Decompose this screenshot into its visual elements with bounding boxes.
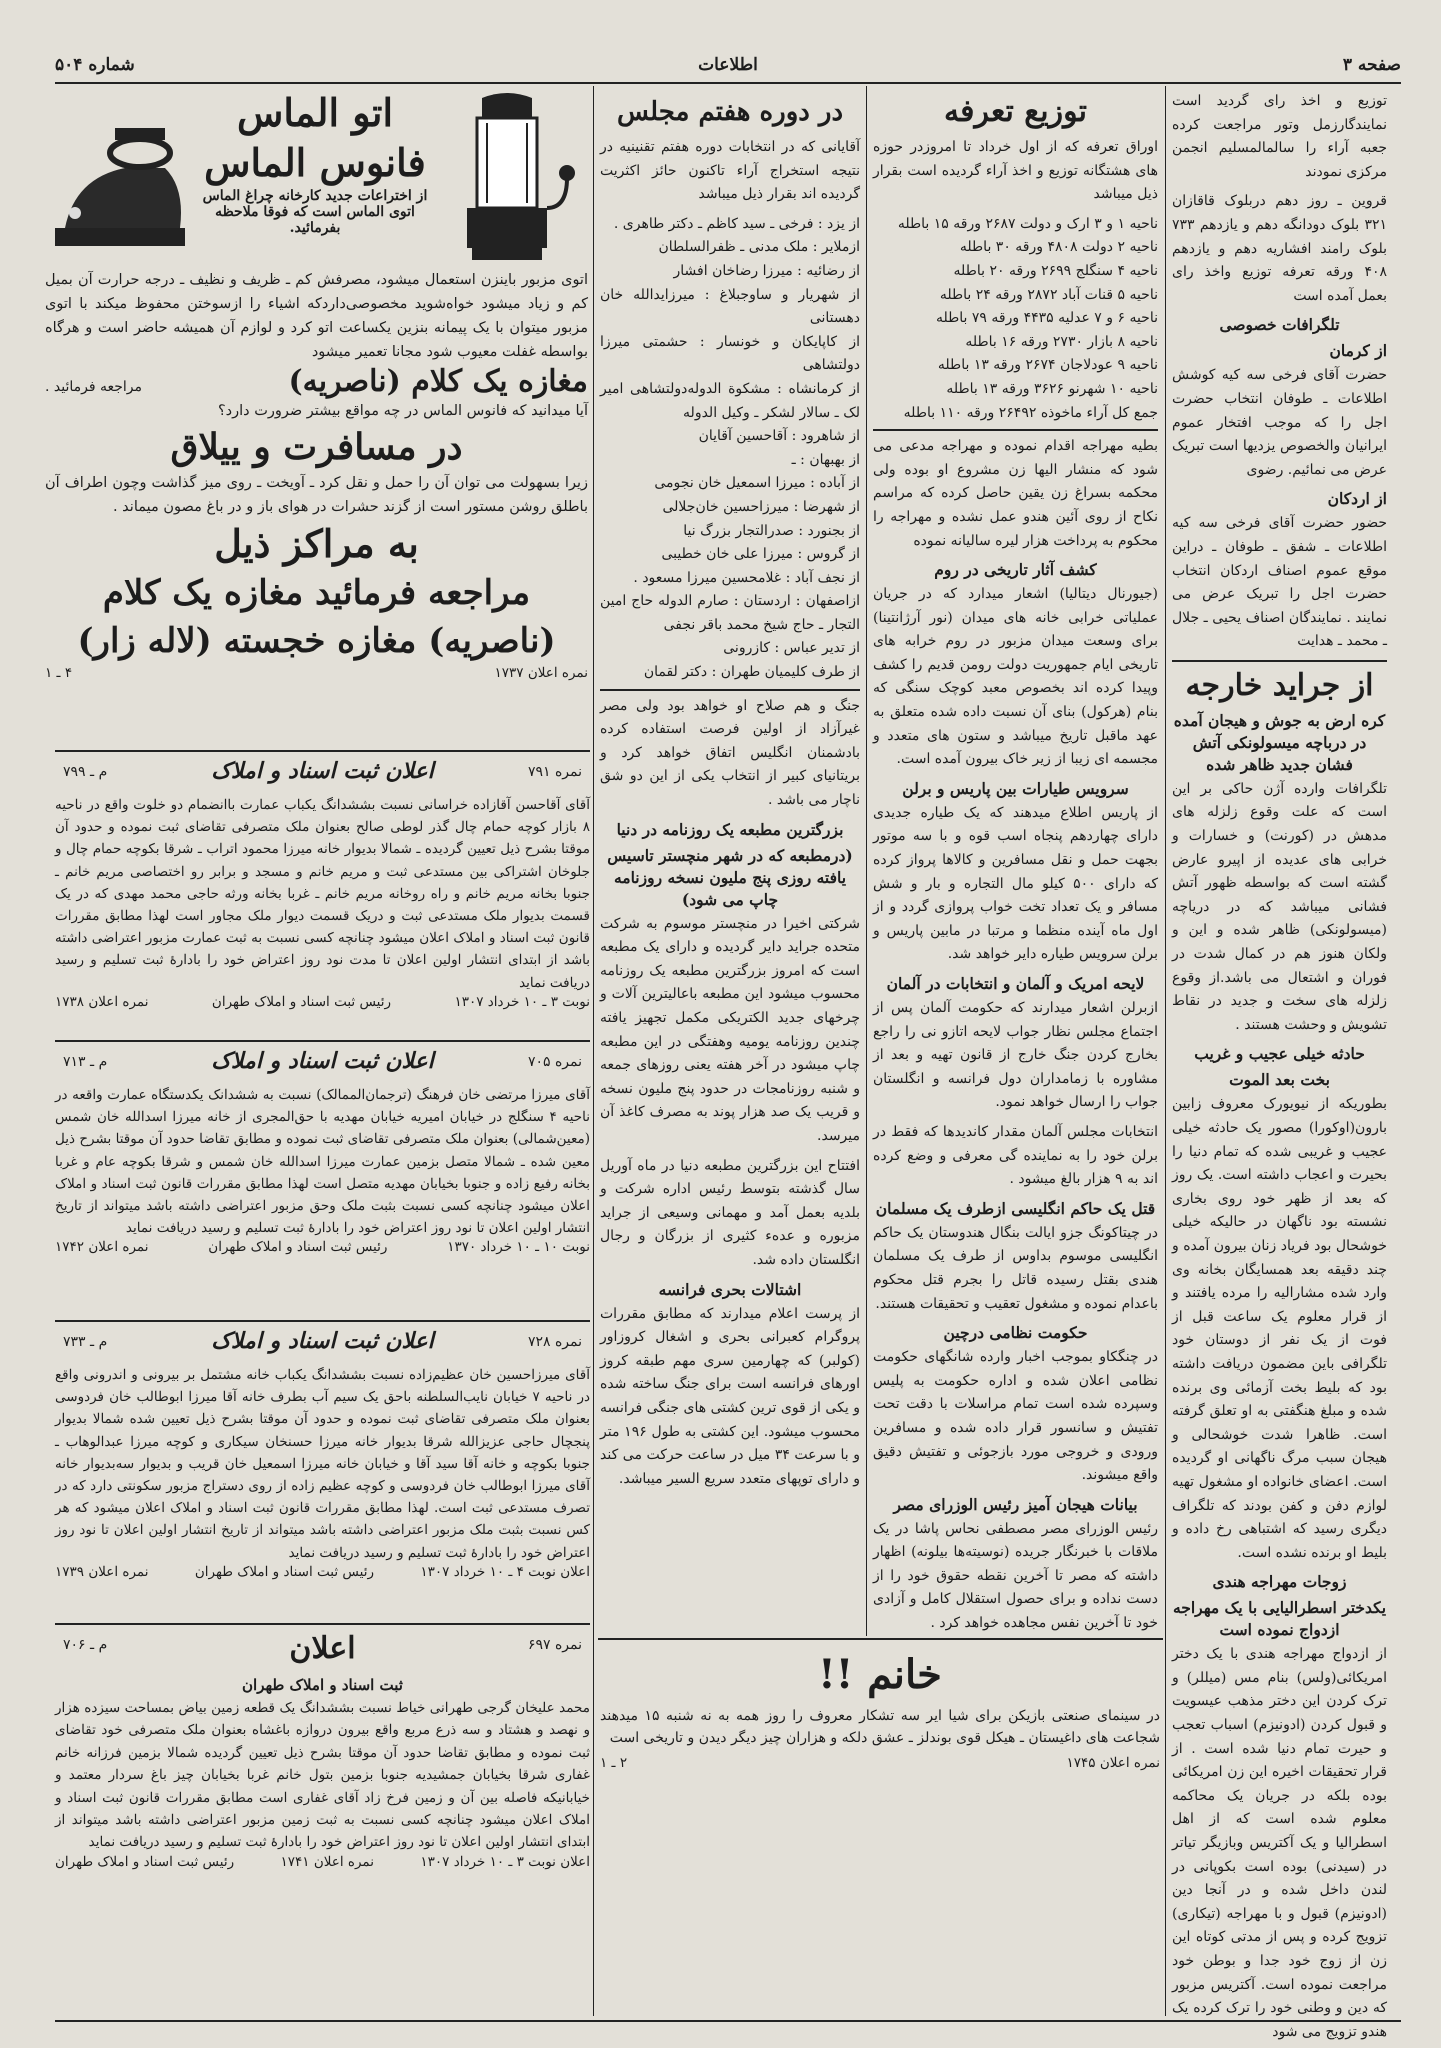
notice-date: نوبت ۱۰ ـ ۱۰ خرداد ۱۳۷۰	[447, 1239, 590, 1256]
ad-code: ۲ ـ ۱	[600, 1755, 628, 1771]
column-rule	[866, 86, 867, 1636]
divider	[873, 429, 1158, 431]
killing-text: در چیتاکونگ جزو ایالت بنگال هندوستان یک حاکم انگلیسی موسوم بداوس از طرف یک مسلمان هندی بقتل رسیده قاتل را بجرم قتل محکوم باعدام نموده و مشغول تعقیب و تحقیقات هستند.	[873, 1224, 1158, 1312]
list-item: ناحیه ۴ سنگلج ۲۶۹۹ ورقه ۲۰ باطله	[953, 262, 1158, 279]
ad-header	[195, 88, 435, 236]
list-item: از شاهرود : آقاحسین آقایان	[698, 428, 860, 445]
ad-title-iron: اتو الماس	[236, 90, 394, 135]
article-subtitle: یکدختر اسطرالیایی با یک مهراجه ازدواج نموده است	[1172, 1598, 1387, 1640]
list-item: از گروس : میرزا علی خان خطیبی	[661, 546, 860, 563]
notice-footer	[55, 1854, 590, 1870]
list-item: ازاصفهان : اردستان : صارم الدوله حاج امین التجار ـ حاج شیخ محمد باقر نجفی	[600, 593, 860, 633]
ad-body: اتوی مزبور باینزن استعمال میشود، مصرفش کم ـ ظریف و نظیف ـ درجه حرارت آن بمیل کم و زیاد میشود خواه‌شوید مخصوصی‌داردکه اشیاء را ازسوختن محفوظ میکند با اتوی مزبور میتوان با یک پیمانه بنزین یکساعت اتو کرد و لوازم آن همیشه حاضر است و هرگاه بواسطه غفلت معیوب شود مجانا تعمیر میشود	[45, 272, 588, 360]
divider	[55, 750, 590, 752]
list-item: از بجنورد : صدرالتجار بزرگ نیا	[683, 522, 860, 539]
list-item: ناحیه ۵ قنات آباد ۲۸۷۲ ورقه ۲۴ باطله	[939, 286, 1158, 303]
notice-number: نمره ۶۹۷	[527, 1637, 582, 1653]
shop-name: مغازه یک کلام (ناصریه)	[288, 364, 588, 399]
list-item: ازملایر : ملک مدنی ـ ظفرالسلطان	[658, 239, 860, 256]
column-rule	[593, 86, 594, 2016]
cinema-ad	[600, 1645, 1160, 1985]
page-number: صفحه ۳	[1342, 55, 1401, 75]
notice-code: م ـ ۷۱۳	[63, 1054, 108, 1070]
list-item: از آباده : میرزا اسمعیل خان نجومی	[654, 475, 860, 492]
list-item: ناحیه ۸ بازار ۲۷۳۰ ورقه ۱۶ باطله	[965, 333, 1158, 350]
tariff-list	[873, 213, 1158, 425]
list-item: جمع کل آراء ماخوذه ۲۶۴۹۲ ورقه ۱۱۰ باطله	[903, 404, 1158, 421]
article-subtitle: (درمطبعه که در شهر منچستر تاسیس یافته روزی پنج ملیون نسخه روزنامه چاپ می شود)	[607, 845, 853, 909]
list-item: از طرف کلیمیان طهران : دکتر لقمان	[643, 664, 860, 681]
france-text: از پرست اعلام میدارند که مطابق مقررات پروگرام کعبرانی بحری و اشغال کروزاور (کولبر) که چهارمین سری مهم طبقه کروز اورهای فرانسه است برای جنگ ساخته شده و یکی از قوی ترین کشتی های جنگی فرانسه محسوب میشود. این کشتی به طول ۱۹۶ متر و با سرعت ۳۴ میل در ساعت حرکت می کند و دارای توپهای متعدد سریع السیر میباشد.	[600, 1305, 860, 1487]
notice-ad-number: نمره اعلان ۱۷۴۲	[55, 1239, 149, 1256]
notice-number: نمره ۷۰۵	[527, 1054, 582, 1070]
divider	[598, 1638, 1163, 1640]
issue-number: شماره ۵۰۴	[55, 55, 135, 75]
divider	[600, 689, 860, 691]
article-subtitle: کره ارض به جوش و هیجان آمده در درباچه میسولونکی آتش فشان جدید ظاهر شده	[1173, 710, 1386, 774]
flight-text: از پاریس اطلاع میدهند که یک طیاره جدیدی دارای چهاردهم پنجاه اسب قوه و با سه موتور بجهت حمل و نقل مسافرین و کالاها پرواز کرده که دارای ۵۰۰ کیلو مال التجاره و بار و شش مسافر و یک تعداد تخت خواب پروازی گردد و از اول ماه آینده منظما و مرتبا در مابین پاریس و برلن سرویس طیاره دایر خواهد شد.	[873, 804, 1158, 963]
election-text: انتخابات مجلس آلمان مقدار کاندیدها که فقط در برلن خود را به نماینده گی معرفی و وضع کرده اند به ۹ هزار بالغ میشود .	[873, 1123, 1158, 1188]
ad-footer	[600, 1755, 1160, 1771]
ad-question: آیا میدانید که فانوس الماس در چه مواقع بیشتر ضرورت دارد؟	[217, 403, 588, 419]
list-item: از تدیر عباس : کازرونی	[723, 640, 860, 657]
notice-date: نوبت ۳ ـ ۱۰ خرداد ۱۳۰۷	[454, 993, 590, 1010]
article-title: سرویس طیارات بین پاریس و برلن	[902, 778, 1129, 798]
ad-title: خانم !!	[818, 1651, 942, 1698]
section-headline: از جراید خارجه	[1185, 667, 1374, 703]
list-item: ناحیه ۹ عودلاجان ۲۶۷۴ ورقه ۱۳ باطله	[937, 357, 1158, 374]
article-title: قتل یک حاکم انگلیسی ازطرف یک مسلمان	[875, 1198, 1156, 1218]
notice-code: م ـ ۷۳۳	[63, 1334, 108, 1350]
ad-code: ۴ ـ ۱	[45, 665, 73, 681]
ad-travel-text: زیرا بسهولت می توان آن را حمل و نقل کرد ـ آویخت ـ روی میز گذاشت وچون اطراف آن باطلق روشن مستور است از گزند حشرات در هوای باز و در باغ مصون میماند .	[45, 475, 588, 515]
list-item: ناحیه ۲ دولت ۴۸۰۸ ورقه ۳۰ باطله	[959, 239, 1158, 256]
war-text: جنگ و هم صلاح او خواهد بود ولی مصر غیرآزاد از اولین فرصت استفاده کرده بادشمنان انگلیس اتفاق خواهد کرد و بریتانیای کبیر از انتخاب یکی از این دو شق ناچار می باشد .	[600, 697, 860, 809]
maharaja-continued: بطیه مهراجه اقدام نموده و مهراجه مدعی می شود که منشار الیها زن مشروع او بوده ولی محکمه بسراغ زن یقین حاصل کرده که مراسم نکاح از روی آئین هندو عمل نشده و مهراجه را محکوم به پرداخت هزار لیره سالیانه نموده	[873, 438, 1158, 549]
notice-date: اعلان نوبت ۴ ـ ۱۰ خرداد ۱۳۰۷	[420, 1563, 590, 1580]
ad-number: نمره اعلان ۱۷۳۷	[494, 665, 588, 681]
paper-name: اطلاعات	[698, 55, 758, 75]
germany-text: ازبرلن اشعار میدارند که حکومت آلمان پس از اجتماع مجلس نظار جواب لایحه اتازو نی را راجع بخارج کردن جنگ خارج از قانون تهیه و بعد از مشاوره با زمامداران دول فرانسه و انگلستان جواب را ارسال خواهد نمود.	[873, 1000, 1158, 1111]
notice-header	[55, 754, 590, 794]
event-text: بطوریکه از نیویورک معروف زابین بارون(اوکورا) مصور یک حادثه خیلی عجیب و غریبی شده که تمام دنیا را بحیرت و اعجاب داشته است. یک روز که بعد از ظهر خود روی بخاری نشسته بود ناگهان در حالیکه خیلی خوشحال بود فریاد زنان بیرون آمده و چند دقیقه بعد همسایگان بخانه وی وارد شده مشارالیه را مرده یافتند و از قرار معلوم یک ساعت قبل از فوت از یک نفر از دوستان خود تلگرافی باین مضمون دریافت داشته بود که بلیط بخت آزمائی وی برنده شده و مبلغ هنگفتی به او تعلق گرفته است. ظاهرا شدت خوشحالی و هیجان سبب مرگ ناگهانی او گردیده است. اعضای خانواده او مشغول تهیه لوازم دفن و کفن بودند که تلگراف دیگری رسید که اشتباهی رخ داده و بلیط او برنده نشده است.	[1172, 1096, 1387, 1561]
notice-3	[55, 1324, 590, 1619]
notice-body: آقای آقاحسن آقازاده خراسانی نسبت بششدانگ یکباب عمارت باانضمام دو خلوت واقع در ناحیه ۸ بازار کوچه حمام چال گذر لوطی صالح بعنوان ملک متصرفی تقاضای ثبت نموده و حدود آن موقتا بشرح ذیل تعیین گردیده ـ شمالا بدیوار خانه میرزا محمود اتراب ـ شرقا بکوچه حمام چال و جلوخان اشتراکی بین مستدعی ثبت و مریم خانم و مسجد و برابر رو اختصاصی مریم خانم ـ جنوبا بخانه مریم خانم و راه روخانه مریم خانم ـ غربا بخانه ورثه حاجی محمد مهدی که در یک قسمت بدیوار ملک مستدعی ثبت و دریک قسمت دیوار ملک مجاور است لهذا مطابق مقررات قانون ثبت اسناد و املاک اعلان میشود چنانچه کسی نسبت به ثبت عمارت مزبور اعتراضی داشته باشد از ابتدای انتشار اولین اعلان تا مدت نود روز اعتراض خود را بادارهٔ ثبت تسلیم و رسید دریافت نماید	[55, 797, 590, 991]
article-title: بزرگترین مطبعه یک روزنامه در دنیا	[616, 819, 844, 839]
press-text: شرکتی اخیرا در منچستر موسوم به شرکت متحده جراید دایر گردیده و دارای یک مطبعه است که امروز بزرگترین مطبعه یک روزنامه محسوب میشود این مطبعه باعالیترین آلات و چرخهای جدید الکتریکی مکمل تجهیز یافته چندین روزنامه یومیه وهفتگی در این مطبعه چاپ میشود در آخر هفته یعنی روزهای جمعه و شنبه روزنامجات در حدود پنج ملیون نسخه و قریب یک صد هزار پوند به مصرف کاغذ آن میرسد.	[600, 915, 860, 1144]
notice-footer	[55, 1239, 590, 1255]
ad-content	[45, 268, 588, 681]
ad-title-lantern: فانوس الماس	[204, 140, 426, 185]
notice-chief: رئیس ثبت اسناد و املاک طهران	[194, 1563, 374, 1580]
notice-number: نمره ۷۹۱	[527, 764, 582, 780]
article-title: بیانات هیجان آمیز رئیس الوزرای مصر	[893, 1494, 1138, 1514]
notice-ad-number: نمره اعلان ۱۷۳۹	[55, 1563, 149, 1580]
notice-header	[55, 1044, 590, 1084]
notice-chief: رئیس ثبت اسناد و املاک طهران	[211, 993, 392, 1010]
notice-number: نمره ۷۲۸	[527, 1334, 582, 1350]
list-item: از یزد : فرخی ـ سید کاظم ـ دکتر طاهری .	[613, 215, 860, 232]
notice-subtitle: ثبت اسناد و املاک طهران	[242, 1676, 403, 1694]
ad-footer	[45, 665, 588, 681]
china-text: در چنگکاو بموجب اخبار وارده شانگهای حکومت نظامی اعلان شده و اداره حکومت به پلیس وسپرده شده است تمام مراسلات با دقت تحت تفتیش و سانسور قرار داده شده و مسافرین ورودی و خروجی مورد بازجوئی و تفتیش دقیق واقع میشوند.	[873, 1349, 1158, 1484]
section-title: تلگرافات خصوصی	[1219, 315, 1340, 335]
divider	[1172, 660, 1387, 662]
tariff-intro: اوراق تعرفه که از اول خرداد تا امروزدر حوزه های هشتگانه توزیع و اخذ آراء گردیده است بقرار ذیل میباشد	[873, 139, 1158, 203]
notice-header	[55, 1324, 590, 1364]
notice-body: آقای میرزا مرتضی خان فرهنگ (ترجمان‌الممالک) نسبت به ششدانک یکدستگاه عمارت واقعه در ناحیه ۴ سنگلج در خیابان امیریه خیابان مهدیه با حق‌المجری از خانه میرزا اسدالله خان شمس (معین‌شمالی) بعنوان ملک متصرفی تقاضای ثبت نموده و مطابق تقاضا حدود آن موقتا بشرح ذیل معین شده ـ شمالا متصل بزمین عمارت میرزا اسدالله خان شمس و شرقا بکوچه عام و غربا بخانه رفیع زاده و جنوبا بخیابان مهدیه متصل است لهذا مطابق مقررات قانون ثبت اسناد و املاک اعلان میشود چنانچه کسی نسبت بثبت ملک وحق مزبور اعتراضی داشته باشد میتواند از تاریخ انتشار اولین اعلان تا نود روز اعتراض خود را بادارهٔ ثبت تسلیم و رسید دریافت نماید	[55, 1087, 591, 1237]
notice-1	[55, 754, 590, 1036]
ad-line: از اختراعات جدید کارخانه چراغ الماس	[202, 188, 428, 204]
article-subtitle: بخت بعد الموت	[1229, 1070, 1330, 1090]
list-item: از شهریار و ساوجبلاغ : میرزایدالله خان دهستانی	[600, 286, 860, 327]
ad-line: اتوی الماس است که فوقا ملاحظه بفرمائید.	[215, 204, 415, 236]
ad-shops: (ناصریه) مغازه خجسته (لاله زار)	[77, 621, 556, 661]
notice-ad-number: نمره اعلان ۱۷۴۱	[280, 1853, 374, 1870]
list-item: از کاپایکان و خونسار : حشمتی میرزا دولتشاهی	[600, 333, 860, 374]
list-item: از شهرضا : میرزاحسین خان‌جلالی	[662, 498, 860, 515]
ad-travel: در مسافرت و ییلاق	[170, 426, 463, 468]
lantern-icon	[437, 88, 577, 278]
marriage-text: از ازدواج مهراجه هندی با یک دختر امریکائی(ولس) بنام مس (میللر) و ترک کردن این دختر مذهب عیسویت و قبول کردن (ادونیزم) اسباب تعجب و حیرت تمام دنیا شده است . از قرار تحقیقات اخیره این زن امریکائی بوده بلکه در جریان یک محاکمه معلوم شده است که از اهل اسطرالیا و یک آکتریس وبازیگر تیاتر در (سیدنی) بوده است بکوپانی در لندن داخل شده و در آنجا دین (ادونیزم) قبول و با مهراجه (تیکاری) تزویج کرده و پس از مدتی کوتاه این زن از زوج خود جدا و بوطن خود مراجعت نموده است. آکتریس مزبور که دین و وطنی خود را ترک کرده یک هندو تزویج می شود	[1172, 1646, 1387, 2040]
press-text-2: افتتاح این بزرگترین مطبعه دنیا در ماه آوریل سال گذشته بتوسط رئیس اداره شرکت و بلدیه بعمل آمد و مهمانی وسیعی از جراید مزبوره و عدهء کثیری از بزرگان و رجال انگلستان داده شد.	[600, 1157, 860, 1268]
divider	[55, 1320, 590, 1322]
notice-chief: رئیس ثبت اسناد و املاک طهران	[55, 1853, 235, 1870]
subsection-title: از کرمان	[1329, 341, 1387, 361]
majlis-intro: آقایانی که در انتخابات دوره هفتم تقنینیه در نتیجه استخراج آراء تاکنون حائز اکثریت گردیده اند بقرار ذیل میباشد	[600, 139, 860, 203]
notice-ad-number: نمره اعلان ۱۷۳۸	[55, 993, 149, 1010]
ad-contact: مراجعه فرمائید .	[45, 379, 143, 395]
list-item: از رضائیه : میرزا رضاخان افشار	[673, 262, 860, 279]
list-item: ناحیه ۱ و ۳ ارک و دولت ۲۶۸۷ ورقه ۱۵ باطله	[897, 215, 1158, 232]
list-item: ناحیه ۱۰ شهرنو ۳۶۲۶ ورقه ۱۳ باطله	[946, 380, 1158, 397]
ad-number: نمره اعلان ۱۷۴۵	[1066, 1755, 1160, 1771]
iron-icon	[45, 88, 195, 258]
article-title: حادثه خیلی عجیب و غریب	[1194, 1044, 1365, 1064]
foreign-text: تلگرافات وارده آژن حاکی بر این است که علت وقوع زلزله های مدهش در (کورنت) و خسارات و خرابی های عدیده از اپیرو عارض گشته است که بواسطه ظهور آتش فشانی میباشد که در دریاچه (میسولونکی) ظاهر شده و این و ولکان هنوز هم در کمال شدت در فوران و اشتعال می باشد.از وقوع زلزله های سخت و جدید در نقاط تشویش و وحشت هستند .	[1172, 780, 1387, 1033]
article-title: اشتالات بحری فرانسه	[658, 1279, 802, 1299]
column-center-left	[600, 90, 860, 1635]
divider	[55, 1623, 590, 1625]
header-rule	[55, 82, 1401, 84]
shop-row	[45, 364, 588, 399]
notice-4	[55, 1627, 590, 2017]
notice-title: اعلان ثبت اسناد و املاک	[211, 1328, 434, 1354]
almas-ad	[45, 88, 588, 746]
article-title: حکومت نظامی درچین	[943, 1323, 1088, 1343]
notice-title: اعلان ثبت اسناد و املاک	[211, 1048, 434, 1074]
article-headline: در دوره هفتم مجلس	[616, 97, 844, 127]
qazvin-note: قروین ـ روز دهم دربلوک قاقازان ۳۲۱ بلوک دودانگه دهم و یازدهم ۷۳۳ بلوک رامند افشاریه دهم و یازدهم ۴۰۸ ورقه تعرفه توزیع واخذ رای بعمل آمده است	[1172, 193, 1387, 304]
ardakan-text: حضور حضرت آقای فرخی سه کیه اطلاعات ـ شفق ـ طوفان ـ دراین موقع عموم اصناف اردکان انتخاب حضرت اجل را تبریک عرض می نمایند . نمایندگان اصناف یحیی ـ جلال ـ محمد ـ هدایت	[1172, 515, 1387, 650]
divider	[55, 1040, 590, 1042]
column-center-right	[873, 90, 1158, 1635]
notice-footer	[55, 994, 590, 1010]
column-right	[1172, 90, 1387, 2040]
ad-body: در سینمای صنعتی بازیکن برای شیا ایر سه تشکار معروف را روز همه به نه شنبه ۱۵ میدهند شجاعت های داغیستان ـ هیکل قوی بوندلز ـ عشق دلکه و هزاران چیز دیگر دیدن و تاریخی است	[600, 1708, 1160, 1746]
list-item: از نجف آباد : غلامحسین میرزا مسعود .	[633, 569, 860, 586]
subsection-title: از اردکان	[1327, 489, 1387, 509]
notice-2	[55, 1044, 590, 1316]
page-header	[55, 55, 1401, 79]
ad-refer: مراجعه فرمائید مغازه یک کلام	[102, 573, 531, 613]
notice-title: اعلان ثبت اسناد و املاک	[211, 758, 434, 784]
notice-footer	[55, 1564, 590, 1580]
notice-body: آقای میرزاحسین خان عظیم‌زاده نسبت بششدانگ یکباب خانه مشتمل بر بیرونی و اندرونی واقع در ناحیه ۷ خیابان نایب‌السلطنه باحق یک سیم آب بطرف خانه آقا میرزا ابوطالب خان فردوسی بعنوان ملک متصرفی تقاضای ثبت نموده و حدود آن موقتا بشرح ذیل تعیین شده شمالا بدیوار پنجچال حاجی عزیزالله شرقا بدیوار خانه میرزا حسنخان سیکاری و کوچه میرزا عبدالوهاب ـ جنوبا بکوچه و خانه آقا سید آقا و خیابان خانه میرزا اسمعیل خان قریب و بدیوار سه‌بدیوار خانه آقای میرزا ابوطالب خان فردوسی و کوچه عظیم زاده از روی دستراج مزبور سکونتی دارد که در تصرف مستدعی ثبت است. لهذا مطابق مقررات قانون ثبت اسناد و املاک اعلان میشود که هر کس نسبت بثبت ملک مزبور اعتراضی داشته باشد میتواند از تاریخ انتشار اولین اعلان تا نود روز اعتراض خود را بادارهٔ ثبت تسلیم و رسید دریافت نماید	[55, 1367, 590, 1561]
notice-chief: رئیس ثبت اسناد و املاک طهران	[208, 1239, 388, 1256]
article-title: زوجات مهراجه هندی	[1212, 1572, 1347, 1592]
ruins-text: (جیورنال دیتالیا) اشعار میدارد که در جریان عملیاتی خرابی خانه های میدان (نور آرژانتینا) برای وسعت میدان مزبور در روم خرابه های تاریخی ایام جمهوریت دولت رومن قدیم را کشف وپیدا کرده اند بخصوص معبد کوچک سنگی که بنام (هرکول) بنای آن نسبت داده شده متعلق به عهد ماقبل تاریخ میباشد و ستون های متعدد و مجسمه ای زیبا از زیر خاک بیرون آمده است.	[873, 586, 1158, 768]
election-note: توزیع و اخذ رای گردید است نمایندگارزمل وتور مراجعت کرده جعبه آراء را سالمالمسلیم انجمن مرکزی نمودند	[1172, 93, 1387, 180]
kerman-text: حضرت آقای فرخی سه کیه کوشش اطلاعات ـ طوفان انتخاب حضرت اجل را که موجب افتخار عموم ایرانیان والخصوص یزدیها است تبریک عرض می نمائیم. رضوی	[1172, 367, 1387, 478]
notice-body: محمد علیخان گرجی طهرانی خیاط نسبت بششدانگ یک قطعه زمین بیاض بمساحت سیزده هزار و نهصد و هشتاد و سه ذرع مربع واقع بیرون دروازه باغشاه بعنوان ملک متصرفی خود تقاضای ثبت نموده و مطابق تقاضا حدود آن موقتا بشرح ذیل تعیین گردیده شمالا بزمین فرزانه خانم غفاری شرقا بخیابان جمشیدیه جنوبا بزمین بتول خانم غربا بخیابان چیز باغ سردار معتمد و خیابانیکه فاصله بین آن و زمین فرخ زاد آقای غفاری است مطابق مقررات قانون ثبت اسناد و املاک اعلان میشود چنانچه کسی نسبت به ثبت زمین مزبور اعتراضی داشته باشد میتواند از ابتدای انتشار اولین اعلان تا نود روز اعتراض خود را بادارهٔ ثبت تسلیم و رسید دریافت نماید	[55, 1700, 590, 1851]
footer-rule	[55, 2020, 1401, 2022]
list-item: از کرمانشاه : مشکوة الدوله‌دولتشاهی امیر لک ـ سالار لشکر ـ وکیل الدوله	[600, 380, 860, 421]
egypt-text: رئیس الوزرای مصر مصطفی نحاس پاشا در یک ملاقات با خبرنگار جریده (نوسیته‌ها بیلونه) اظهار داشته که مصر تا آخرین نقطه حقوق خود را از دست نداده و برای حصول استقلال کامل و آزادی خود تا آخرین نفس مجاهده خواهد کرد .	[873, 1520, 1158, 1632]
notice-header	[55, 1627, 590, 1673]
article-title: کشف آثار تاریخی در روم	[934, 560, 1097, 580]
notice-title: اعلان	[289, 1631, 356, 1666]
list-item: ناحیه ۶ و ۷ عدلیه ۴۴۳۵ ورقه ۷۹ باطله	[936, 310, 1158, 327]
article-headline: توزیع تعرفه	[944, 94, 1087, 129]
article-title: لایحه امریک و آلمان و انتخابات در آلمان	[886, 974, 1145, 993]
members-list	[600, 213, 860, 685]
ad-centers: به مراکز ذیل	[214, 521, 419, 566]
notice-code: م ـ ۷۰۶	[63, 1637, 108, 1653]
notice-code: م ـ ۷۹۹	[63, 764, 108, 780]
list-item: از بهبهان : ـ	[791, 451, 860, 468]
column-rule	[1165, 86, 1166, 2016]
notice-date: اعلان نوبت ۳ ـ ۱۰ خرداد ۱۳۰۷	[420, 1853, 590, 1870]
